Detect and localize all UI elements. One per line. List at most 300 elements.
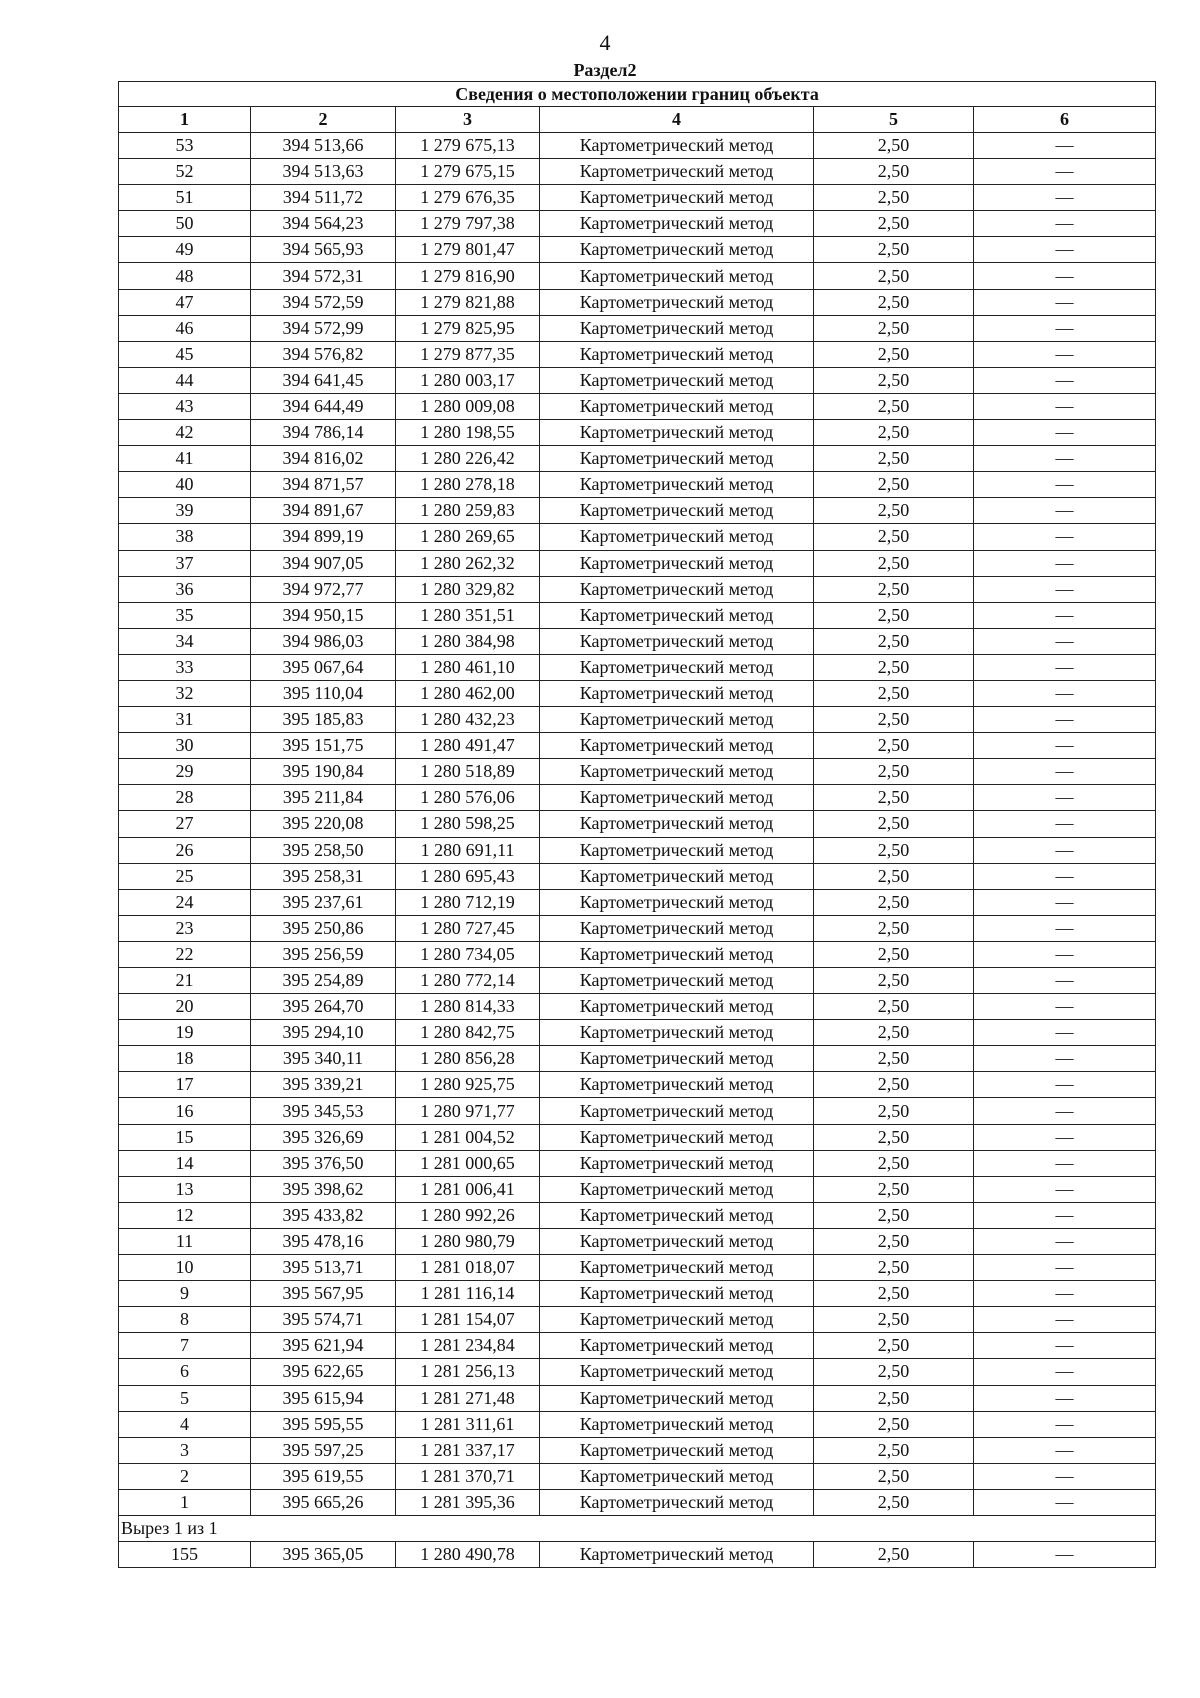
- table-cell: Картометрический метод: [540, 1124, 814, 1150]
- table-cell: 21: [119, 968, 251, 994]
- table-row: [119, 1072, 1156, 1098]
- table-cell: —: [974, 1437, 1156, 1463]
- table-cell: —: [974, 1307, 1156, 1333]
- table-cell: 2,50: [814, 133, 974, 159]
- table-cell: 2,50: [814, 289, 974, 315]
- table-row: [119, 1359, 1156, 1385]
- column-header: 6: [974, 107, 1156, 133]
- table-cell: 394 513,63: [251, 159, 396, 185]
- table-cell: Картометрический метод: [540, 133, 814, 159]
- table-cell: 395 256,59: [251, 941, 396, 967]
- table-cell: 1 280 490,78: [396, 1542, 540, 1568]
- table-cell: 394 564,23: [251, 211, 396, 237]
- table-cell: 395 190,84: [251, 759, 396, 785]
- table-cell: 33: [119, 654, 251, 680]
- table-cell: 395 619,55: [251, 1463, 396, 1489]
- table-row: [119, 263, 1156, 289]
- table-row: [119, 994, 1156, 1020]
- table-cell: 394 986,03: [251, 628, 396, 654]
- table-cell: —: [974, 1072, 1156, 1098]
- table-cell: 2,50: [814, 1020, 974, 1046]
- table-cell: 2,50: [814, 159, 974, 185]
- table-cell: Картометрический метод: [540, 159, 814, 185]
- table-cell: 2,50: [814, 472, 974, 498]
- table-cell: 13: [119, 1176, 251, 1202]
- table-cell: Картометрический метод: [540, 785, 814, 811]
- table-cell: 2,50: [814, 1385, 974, 1411]
- table-cell: 2,50: [814, 1098, 974, 1124]
- table-cell: —: [974, 733, 1156, 759]
- table-cell: 395 339,21: [251, 1072, 396, 1098]
- table-row: [119, 707, 1156, 733]
- table-cell: 2,50: [814, 1228, 974, 1254]
- table-cell: Картометрический метод: [540, 1437, 814, 1463]
- table-cell: Картометрический метод: [540, 341, 814, 367]
- table-cell: 2,50: [814, 1307, 974, 1333]
- table-cell: 47: [119, 289, 251, 315]
- table-row: [119, 759, 1156, 785]
- table-row: [119, 159, 1156, 185]
- table-cell: 35: [119, 602, 251, 628]
- table-cell: 395 376,50: [251, 1150, 396, 1176]
- table-cell: 395 513,71: [251, 1255, 396, 1281]
- table-cell: 395 110,04: [251, 680, 396, 706]
- table-row: [119, 550, 1156, 576]
- table-cell: 1 281 004,52: [396, 1124, 540, 1150]
- table-row: [119, 1124, 1156, 1150]
- table-cell: 34: [119, 628, 251, 654]
- table-cell: —: [974, 420, 1156, 446]
- table-cell: 395 622,65: [251, 1359, 396, 1385]
- table-row: [119, 811, 1156, 837]
- table-cell: 2,50: [814, 1281, 974, 1307]
- table-cell: —: [974, 1046, 1156, 1072]
- table-cell: 42: [119, 420, 251, 446]
- table-cell: 2,50: [814, 654, 974, 680]
- table-cell: 24: [119, 889, 251, 915]
- table-cell: 2,50: [814, 785, 974, 811]
- table-cell: 395 340,11: [251, 1046, 396, 1072]
- table-cell: —: [974, 1489, 1156, 1515]
- table-cell: 2,50: [814, 889, 974, 915]
- table-cell: 37: [119, 550, 251, 576]
- table-cell: Картометрический метод: [540, 1072, 814, 1098]
- section-label: Раздел2: [573, 60, 637, 80]
- table-row: [119, 1098, 1156, 1124]
- table-row: [119, 1228, 1156, 1254]
- column-header: 4: [540, 107, 814, 133]
- table-cell: 1 281 370,71: [396, 1463, 540, 1489]
- table-cell: 2,50: [814, 968, 974, 994]
- table-cell: 51: [119, 185, 251, 211]
- table-cell: 15: [119, 1124, 251, 1150]
- table-cell: Картометрический метод: [540, 1411, 814, 1437]
- table-cell: 395 250,86: [251, 915, 396, 941]
- table-cell: 1 280 814,33: [396, 994, 540, 1020]
- table-cell: Картометрический метод: [540, 1202, 814, 1228]
- table-row: [119, 393, 1156, 419]
- table-cell: Картометрический метод: [540, 315, 814, 341]
- table-cell: 1 279 675,15: [396, 159, 540, 185]
- table-row: [119, 1046, 1156, 1072]
- table-cell: 395 185,83: [251, 707, 396, 733]
- table-cell: 1 281 271,48: [396, 1385, 540, 1411]
- table-cell: 2: [119, 1463, 251, 1489]
- table-row: [119, 733, 1156, 759]
- table-cell: 1 280 198,55: [396, 420, 540, 446]
- table-cell: —: [974, 628, 1156, 654]
- table-cell: Картометрический метод: [540, 733, 814, 759]
- table-row: [119, 211, 1156, 237]
- table-cell: —: [974, 994, 1156, 1020]
- table-cell: 1 280 971,77: [396, 1098, 540, 1124]
- table-row: [119, 968, 1156, 994]
- table-row: [119, 1307, 1156, 1333]
- table-cell: 1 280 691,11: [396, 837, 540, 863]
- table-cell: 2,50: [814, 367, 974, 393]
- table-cell: 2,50: [814, 863, 974, 889]
- table-cell: Картометрический метод: [540, 263, 814, 289]
- table-row: [119, 1202, 1156, 1228]
- table-cell: Картометрический метод: [540, 550, 814, 576]
- table-cell: —: [974, 1202, 1156, 1228]
- table-cell: 2,50: [814, 263, 974, 289]
- table-cell: Картометрический метод: [540, 1098, 814, 1124]
- table-cell: —: [974, 576, 1156, 602]
- column-header: 2: [251, 107, 396, 133]
- table-row: [119, 889, 1156, 915]
- table-cell: 2,50: [814, 550, 974, 576]
- table-cell: —: [974, 315, 1156, 341]
- table-cell: 39: [119, 498, 251, 524]
- table-cell: 40: [119, 472, 251, 498]
- table-cell: 395 615,94: [251, 1385, 396, 1411]
- table-cell: Картометрический метод: [540, 367, 814, 393]
- table-cell: 2,50: [814, 237, 974, 263]
- table-cell: 2,50: [814, 420, 974, 446]
- table-cell: Картометрический метод: [540, 1463, 814, 1489]
- table-cell: 395 220,08: [251, 811, 396, 837]
- table-cell: 1 279 821,88: [396, 289, 540, 315]
- table-cell: 394 786,14: [251, 420, 396, 446]
- table-row: [119, 1437, 1156, 1463]
- table-row: [119, 1489, 1156, 1515]
- table-cell: 1 279 825,95: [396, 315, 540, 341]
- table-cell: 2,50: [814, 1542, 974, 1568]
- table-cell: 1 279 676,35: [396, 185, 540, 211]
- table-cell: 2,50: [814, 1437, 974, 1463]
- table-row: [119, 1020, 1156, 1046]
- table-cell: 2,50: [814, 185, 974, 211]
- table-cell: 48: [119, 263, 251, 289]
- table-cell: —: [974, 837, 1156, 863]
- table-cell: 32: [119, 680, 251, 706]
- table-row: [119, 915, 1156, 941]
- table-row: [119, 472, 1156, 498]
- table-cell: 394 644,49: [251, 393, 396, 419]
- table-cell: Картометрический метод: [540, 1255, 814, 1281]
- table-cell: —: [974, 341, 1156, 367]
- table-cell: —: [974, 159, 1156, 185]
- table-cell: 2,50: [814, 915, 974, 941]
- table-cell: 395 433,82: [251, 1202, 396, 1228]
- table-body: [119, 133, 1156, 1516]
- table-row: [119, 446, 1156, 472]
- table-cell: 2,50: [814, 707, 974, 733]
- table-cell: 1 279 675,13: [396, 133, 540, 159]
- table-cell: Картометрический метод: [540, 915, 814, 941]
- table-cell: —: [974, 1124, 1156, 1150]
- table-cell: 10: [119, 1255, 251, 1281]
- cutout-section: [119, 1515, 1156, 1567]
- cutout-label: Вырез 1 из 1: [119, 1515, 1156, 1541]
- table-row: [119, 1281, 1156, 1307]
- column-header: 5: [814, 107, 974, 133]
- table-cell: Картометрический метод: [540, 1542, 814, 1568]
- table-cell: 1 281 116,14: [396, 1281, 540, 1307]
- table-cell: 2,50: [814, 211, 974, 237]
- table-cell: 1 280 226,42: [396, 446, 540, 472]
- table-cell: Картометрический метод: [540, 680, 814, 706]
- table-cell: 4: [119, 1411, 251, 1437]
- table-cell: Картометрический метод: [540, 1307, 814, 1333]
- table-cell: —: [974, 1176, 1156, 1202]
- table-cell: —: [974, 707, 1156, 733]
- table-cell: Картометрический метод: [540, 863, 814, 889]
- table-cell: 1 280 432,23: [396, 707, 540, 733]
- table-cell: 22: [119, 941, 251, 967]
- table-row: [119, 133, 1156, 159]
- table-cell: —: [974, 185, 1156, 211]
- table-cell: 395 237,61: [251, 889, 396, 915]
- table-cell: Картометрический метод: [540, 185, 814, 211]
- table-cell: —: [974, 1281, 1156, 1307]
- table-cell: —: [974, 759, 1156, 785]
- table-cell: 395 597,25: [251, 1437, 396, 1463]
- table-cell: 2,50: [814, 1124, 974, 1150]
- table-cell: 1 280 329,82: [396, 576, 540, 602]
- table-row: [119, 1255, 1156, 1281]
- table-cell: 395 567,95: [251, 1281, 396, 1307]
- table-cell: Картометрический метод: [540, 1176, 814, 1202]
- boundary-coordinates-table: [118, 81, 1156, 1568]
- table-cell: 1 280 262,32: [396, 550, 540, 576]
- table-cell: 44: [119, 367, 251, 393]
- table-cell: 395 665,26: [251, 1489, 396, 1515]
- table-cell: 2,50: [814, 1411, 974, 1437]
- table-row: [119, 1333, 1156, 1359]
- table-cell: 9: [119, 1281, 251, 1307]
- table-cell: 6: [119, 1359, 251, 1385]
- table-cell: —: [974, 393, 1156, 419]
- table-cell: Картометрический метод: [540, 1046, 814, 1072]
- table-cell: Картометрический метод: [540, 968, 814, 994]
- table-cell: Картометрический метод: [540, 498, 814, 524]
- table-cell: —: [974, 472, 1156, 498]
- table-cell: 395 478,16: [251, 1228, 396, 1254]
- table-row: [119, 289, 1156, 315]
- table-cell: 1 280 259,83: [396, 498, 540, 524]
- table-cell: —: [974, 1359, 1156, 1385]
- table-row: [119, 367, 1156, 393]
- table-cell: 2,50: [814, 941, 974, 967]
- table-cell: 1 280 518,89: [396, 759, 540, 785]
- table-cell: 1 281 337,17: [396, 1437, 540, 1463]
- table-cell: —: [974, 1020, 1156, 1046]
- table-cell: 41: [119, 446, 251, 472]
- table-cell: 395 264,70: [251, 994, 396, 1020]
- table-cell: 1 280 003,17: [396, 367, 540, 393]
- table-row: [119, 628, 1156, 654]
- table-cell: 36: [119, 576, 251, 602]
- table-cell: Картометрический метод: [540, 889, 814, 915]
- table-cell: 50: [119, 211, 251, 237]
- table-cell: 1 280 925,75: [396, 1072, 540, 1098]
- table-cell: 27: [119, 811, 251, 837]
- table-row: [119, 1463, 1156, 1489]
- table-cell: 49: [119, 237, 251, 263]
- table-cell: 395 294,10: [251, 1020, 396, 1046]
- table-cell: 14: [119, 1150, 251, 1176]
- table-cell: 2,50: [814, 602, 974, 628]
- table-cell: 2,50: [814, 733, 974, 759]
- table-cell: 1 281 234,84: [396, 1333, 540, 1359]
- table-cell: Картометрический метод: [540, 524, 814, 550]
- table-cell: 2,50: [814, 1255, 974, 1281]
- table-cell: 395 595,55: [251, 1411, 396, 1437]
- table-cell: 2,50: [814, 524, 974, 550]
- table-cell: 395 574,71: [251, 1307, 396, 1333]
- table-cell: 1 280 856,28: [396, 1046, 540, 1072]
- table-cell: 45: [119, 341, 251, 367]
- table-row: [119, 654, 1156, 680]
- table-cell: 394 871,57: [251, 472, 396, 498]
- table-cell: 394 511,72: [251, 185, 396, 211]
- table-cell: 2,50: [814, 1046, 974, 1072]
- table-row: [119, 1542, 1156, 1568]
- table-cell: 2,50: [814, 811, 974, 837]
- table-cell: 20: [119, 994, 251, 1020]
- table-cell: 26: [119, 837, 251, 863]
- table-cell: 1 280 351,51: [396, 602, 540, 628]
- table-cell: Картометрический метод: [540, 759, 814, 785]
- table-cell: 1 281 006,41: [396, 1176, 540, 1202]
- table-cell: 1 280 461,10: [396, 654, 540, 680]
- table-row: [119, 1411, 1156, 1437]
- table-cell: 2,50: [814, 1463, 974, 1489]
- table-cell: 29: [119, 759, 251, 785]
- table-cell: 1 280 992,26: [396, 1202, 540, 1228]
- table-cell: Картометрический метод: [540, 420, 814, 446]
- table-cell: 8: [119, 1307, 251, 1333]
- table-row: [119, 185, 1156, 211]
- table-cell: 1 280 734,05: [396, 941, 540, 967]
- table-cell: —: [974, 524, 1156, 550]
- table-cell: 394 950,15: [251, 602, 396, 628]
- table-cell: —: [974, 968, 1156, 994]
- table-row: [119, 1150, 1156, 1176]
- table-cell: —: [974, 654, 1156, 680]
- table-cell: 2,50: [814, 1150, 974, 1176]
- table-cell: Картометрический метод: [540, 1281, 814, 1307]
- table-cell: 1 280 009,08: [396, 393, 540, 419]
- table-cell: —: [974, 1150, 1156, 1176]
- table-cell: 18: [119, 1046, 251, 1072]
- table-cell: 1 279 801,47: [396, 237, 540, 263]
- table-cell: 16: [119, 1098, 251, 1124]
- table-title-row: [119, 82, 1156, 107]
- table-cell: Картометрический метод: [540, 1333, 814, 1359]
- table-cell: 2,50: [814, 1333, 974, 1359]
- table-cell: —: [974, 367, 1156, 393]
- table-cell: Картометрический метод: [540, 602, 814, 628]
- table-cell: 12: [119, 1202, 251, 1228]
- table-cell: Картометрический метод: [540, 654, 814, 680]
- table-cell: —: [974, 680, 1156, 706]
- table-row: [119, 1176, 1156, 1202]
- table-cell: Картометрический метод: [540, 393, 814, 419]
- table-cell: 2,50: [814, 1202, 974, 1228]
- table-cell: 1 280 269,65: [396, 524, 540, 550]
- table-cell: Картометрический метод: [540, 1489, 814, 1515]
- table-cell: 53: [119, 133, 251, 159]
- table-row: [119, 785, 1156, 811]
- table-cell: 30: [119, 733, 251, 759]
- table-cell: Картометрический метод: [540, 576, 814, 602]
- table-cell: 394 513,66: [251, 133, 396, 159]
- table-cell: 2,50: [814, 1489, 974, 1515]
- table-row: [119, 576, 1156, 602]
- table-cell: 11: [119, 1228, 251, 1254]
- table-cell: —: [974, 941, 1156, 967]
- table-cell: —: [974, 811, 1156, 837]
- table-cell: 1 280 980,79: [396, 1228, 540, 1254]
- table-cell: 395 258,50: [251, 837, 396, 863]
- table-cell: Картометрический метод: [540, 1020, 814, 1046]
- table-cell: 2,50: [814, 628, 974, 654]
- table-cell: 25: [119, 863, 251, 889]
- table-cell: 2,50: [814, 1176, 974, 1202]
- table-cell: 1 279 797,38: [396, 211, 540, 237]
- table-cell: 394 972,77: [251, 576, 396, 602]
- table-cell: 7: [119, 1333, 251, 1359]
- table-cell: 23: [119, 915, 251, 941]
- table-cell: 2,50: [814, 759, 974, 785]
- table-row: [119, 315, 1156, 341]
- table-row: [119, 941, 1156, 967]
- table-cell: —: [974, 1098, 1156, 1124]
- table-cell: 2,50: [814, 1072, 974, 1098]
- table-cell: —: [974, 1411, 1156, 1437]
- table-cell: —: [974, 1255, 1156, 1281]
- table-cell: Картометрический метод: [540, 707, 814, 733]
- table-cell: 1 281 154,07: [396, 1307, 540, 1333]
- table-cell: —: [974, 550, 1156, 576]
- column-header: 3: [396, 107, 540, 133]
- table-cell: 395 365,05: [251, 1542, 396, 1568]
- table-cell: 1 280 462,00: [396, 680, 540, 706]
- table-cell: 394 907,05: [251, 550, 396, 576]
- table-cell: 1 280 727,45: [396, 915, 540, 941]
- table-cell: 38: [119, 524, 251, 550]
- table-cell: 395 345,53: [251, 1098, 396, 1124]
- column-header: 1: [119, 107, 251, 133]
- table-row: [119, 524, 1156, 550]
- table-cell: Картометрический метод: [540, 446, 814, 472]
- table-cell: 2,50: [814, 446, 974, 472]
- cutout-label-row: [119, 1515, 1156, 1541]
- table-row: [119, 237, 1156, 263]
